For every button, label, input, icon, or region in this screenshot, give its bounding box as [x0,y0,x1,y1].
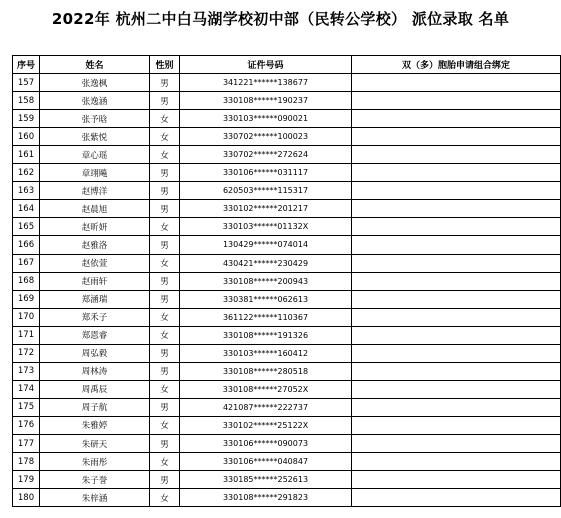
cell-no: 178 [13,453,40,471]
cell-name: 赵雅洛 [40,236,150,254]
cell-name: 朱梓涵 [40,489,150,507]
cell-gender: 女 [150,218,180,236]
cell-name: 郑恩睿 [40,326,150,344]
cell-no: 166 [13,236,40,254]
table-row [13,380,561,398]
table-row [13,290,561,308]
cell-gender: 男 [150,362,180,380]
header-twin: 双（多）胞胎申请组合绑定 [352,56,561,74]
cell-no: 160 [13,128,40,146]
cell-twin [352,453,561,471]
cell-gender: 男 [150,272,180,290]
cell-twin [352,164,561,182]
cell-twin [352,182,561,200]
cell-gender: 男 [150,398,180,416]
cell-no: 165 [13,218,40,236]
cell-gender: 女 [150,453,180,471]
cell-twin [352,74,561,92]
table-row [13,182,561,200]
cell-id: 330106******040847 [180,453,352,471]
cell-name: 赵雨轩 [40,272,150,290]
table-row [13,489,561,507]
cell-no: 177 [13,434,40,452]
cell-id: 421087******222737 [180,398,352,416]
table-row [13,398,561,416]
cell-no: 170 [13,308,40,326]
cell-id: 330108******280518 [180,362,352,380]
cell-twin [352,236,561,254]
cell-id: 330106******031117 [180,164,352,182]
cell-name: 张紫悦 [40,128,150,146]
cell-gender: 男 [150,290,180,308]
cell-name: 周弘毅 [40,344,150,362]
cell-id: 330702******272624 [180,146,352,164]
table-row [13,308,561,326]
cell-twin [352,272,561,290]
page-title: 2022年 杭州二中白马湖学校初中部（民转公学校） 派位录取 名单 [51,10,510,28]
table-row [13,218,561,236]
cell-twin [352,128,561,146]
cell-no: 171 [13,326,40,344]
cell-id: 330185******252613 [180,471,352,489]
cell-name: 朱子誉 [40,471,150,489]
cell-no: 173 [13,362,40,380]
cell-gender: 女 [150,146,180,164]
admission-table [12,55,561,507]
cell-id: 330103******160412 [180,344,352,362]
cell-id: 361122******110367 [180,308,352,326]
cell-gender: 女 [150,416,180,434]
cell-no: 180 [13,489,40,507]
cell-name: 郑禾子 [40,308,150,326]
table-body [13,74,561,507]
cell-gender: 女 [150,128,180,146]
table-row [13,254,561,272]
cell-id: 330108******190237 [180,92,352,110]
cell-twin [352,434,561,452]
table-row [13,434,561,452]
table-row [13,128,561,146]
header-no: 序号 [13,56,40,74]
cell-gender: 女 [150,380,180,398]
cell-twin [352,362,561,380]
table-row [13,74,561,92]
cell-id: 330108******291823 [180,489,352,507]
cell-twin [352,200,561,218]
cell-id: 430421******230429 [180,254,352,272]
cell-name: 张逸涵 [40,92,150,110]
cell-name: 郑涵瑞 [40,290,150,308]
table-row [13,146,561,164]
cell-id: 330702******100023 [180,128,352,146]
cell-gender: 男 [150,182,180,200]
cell-no: 169 [13,290,40,308]
cell-twin [352,290,561,308]
cell-gender: 男 [150,236,180,254]
cell-gender: 男 [150,344,180,362]
cell-gender: 女 [150,254,180,272]
cell-name: 赵依萱 [40,254,150,272]
cell-no: 159 [13,110,40,128]
cell-name: 周林涛 [40,362,150,380]
cell-name: 周子航 [40,398,150,416]
cell-id: 330108******200943 [180,272,352,290]
cell-no: 163 [13,182,40,200]
cell-gender: 女 [150,308,180,326]
cell-name: 朱雅婷 [40,416,150,434]
cell-gender: 男 [150,200,180,218]
cell-no: 168 [13,272,40,290]
cell-gender: 女 [150,110,180,128]
cell-twin [352,380,561,398]
table-row [13,362,561,380]
cell-name: 张予晗 [40,110,150,128]
table-row [13,416,561,434]
cell-twin [352,218,561,236]
cell-id: 620503******115317 [180,182,352,200]
cell-name: 朱研天 [40,434,150,452]
cell-no: 175 [13,398,40,416]
cell-gender: 男 [150,74,180,92]
cell-name: 张逸枫 [40,74,150,92]
cell-twin [352,344,561,362]
cell-name: 周禹辰 [40,380,150,398]
cell-twin [352,146,561,164]
cell-no: 167 [13,254,40,272]
cell-twin [352,110,561,128]
table-row [13,92,561,110]
cell-gender: 男 [150,92,180,110]
cell-id: 341221******138677 [180,74,352,92]
cell-twin [352,471,561,489]
cell-id: 330381******062613 [180,290,352,308]
cell-name: 章心瑶 [40,146,150,164]
cell-no: 174 [13,380,40,398]
cell-name: 赵博洋 [40,182,150,200]
cell-name: 章翊飚 [40,164,150,182]
header-name: 姓名 [40,56,150,74]
cell-id: 330106******090073 [180,434,352,452]
cell-no: 176 [13,416,40,434]
table-row [13,471,561,489]
cell-id: 130429******074014 [180,236,352,254]
cell-id: 330108******191326 [180,326,352,344]
cell-twin [352,416,561,434]
cell-name: 赵晨旭 [40,200,150,218]
cell-name: 朱雨彤 [40,453,150,471]
cell-twin [352,254,561,272]
cell-gender: 男 [150,164,180,182]
table-row [13,453,561,471]
cell-gender: 女 [150,326,180,344]
table-row [13,344,561,362]
cell-no: 162 [13,164,40,182]
cell-no: 164 [13,200,40,218]
table-row [13,272,561,290]
cell-id: 330102******201217 [180,200,352,218]
cell-no: 172 [13,344,40,362]
cell-id: 330103******090021 [180,110,352,128]
table-row [13,200,561,218]
cell-gender: 男 [150,471,180,489]
cell-twin [352,398,561,416]
table-row [13,236,561,254]
table-row [13,326,561,344]
header-id: 证件号码 [180,56,352,74]
cell-twin [352,326,561,344]
cell-twin [352,489,561,507]
cell-no: 158 [13,92,40,110]
cell-id: 330108******27052X [180,380,352,398]
table-header-row [13,56,561,74]
header-gender: 性别 [150,56,180,74]
cell-id: 330103******01132X [180,218,352,236]
cell-no: 157 [13,74,40,92]
cell-twin [352,92,561,110]
table-row [13,164,561,182]
cell-id: 330102******25122X [180,416,352,434]
cell-gender: 女 [150,489,180,507]
cell-name: 赵昕妍 [40,218,150,236]
cell-no: 179 [13,471,40,489]
cell-gender: 男 [150,434,180,452]
table-row [13,110,561,128]
cell-no: 161 [13,146,40,164]
cell-twin [352,308,561,326]
